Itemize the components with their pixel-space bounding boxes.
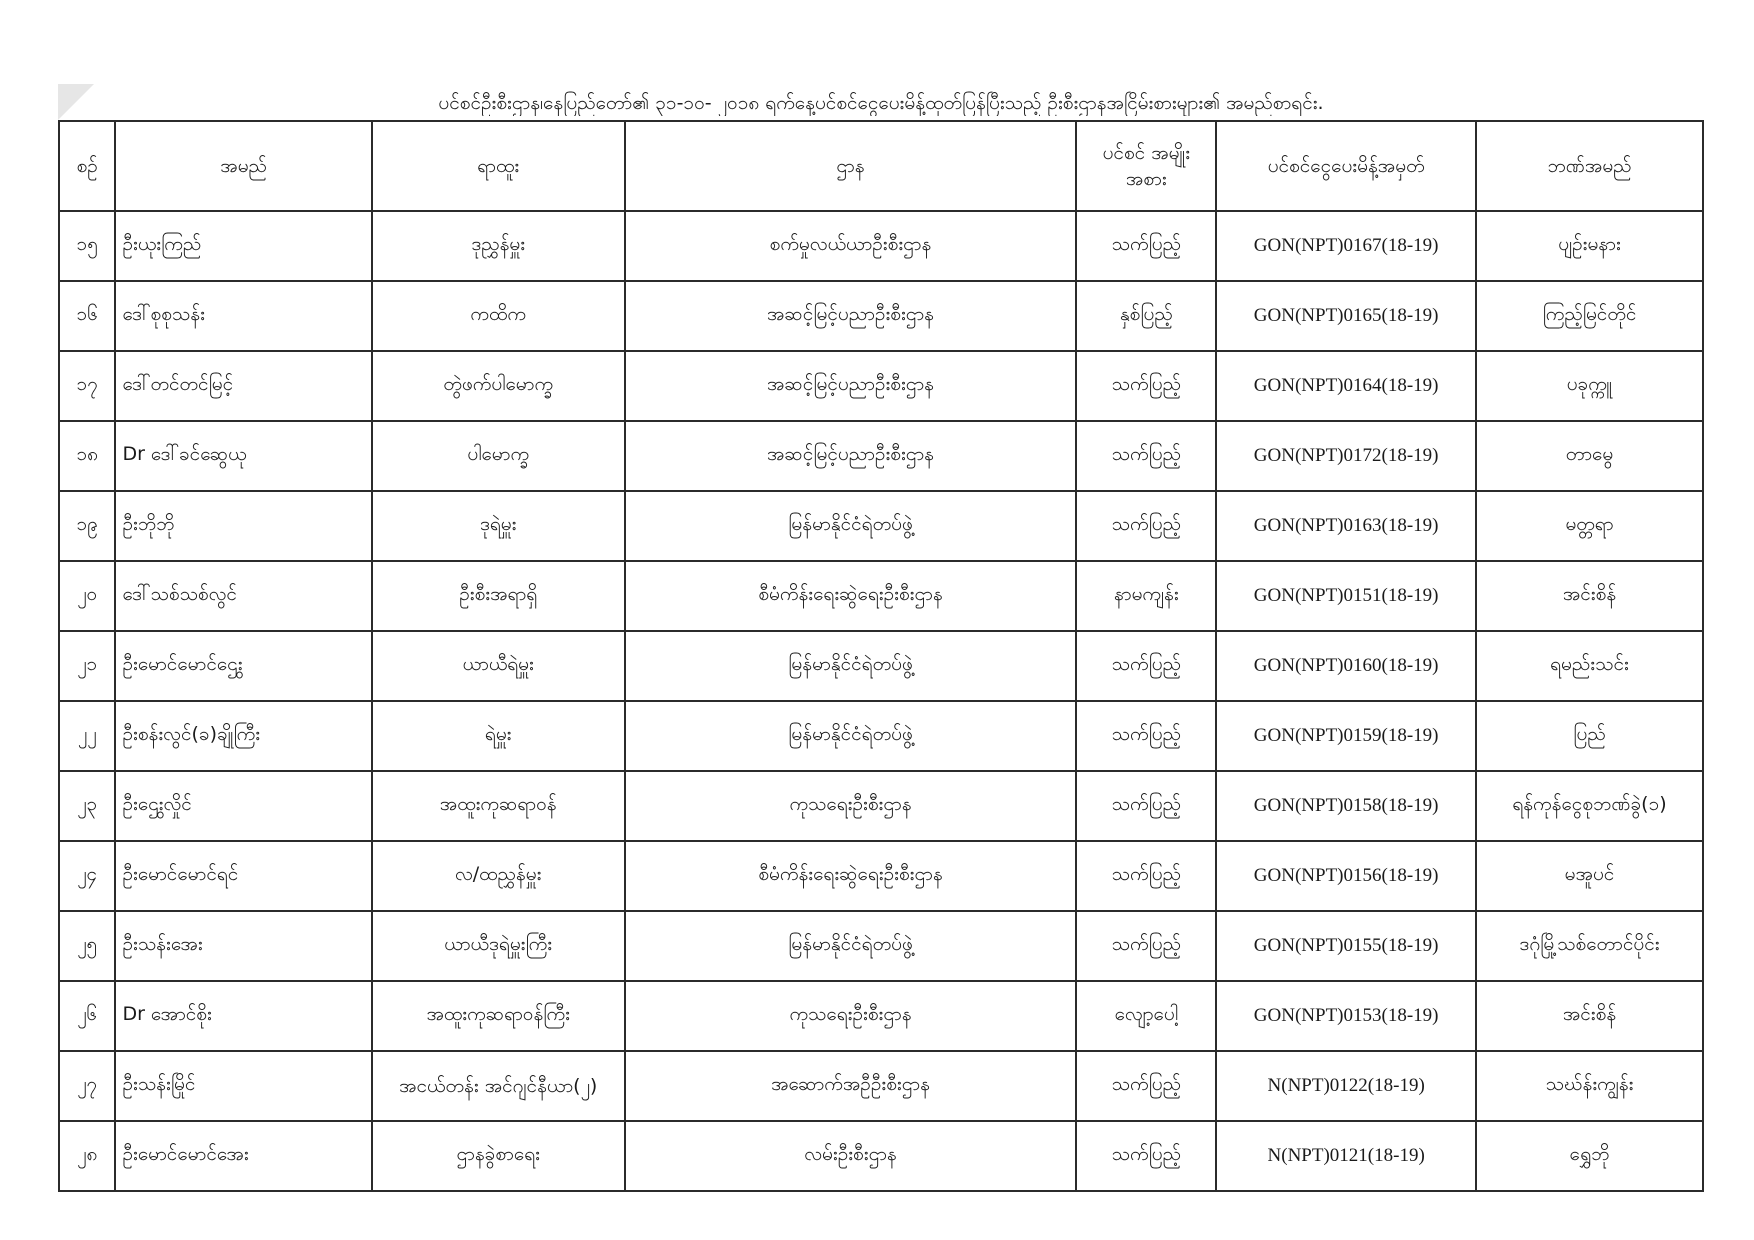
cell-title: ရဲမှူး [372, 701, 625, 771]
document-title: ပင်စင်ဦးစီးဌာန၊နေပြည်တော်၏ ၃၁-၁၀- ၂၀၁၈ ရက်နေ့ပင်စင်ငွေပေးမိန့်ထုတ်ပြန်ပြီးသည့် ဦးစီးဌာနအငြိမ်းစားများ၏ အမည်စာရင်း. [438, 92, 1324, 114]
cell-department: မြန်မာနိုင်ငံရဲတပ်ဖွဲ့ [625, 701, 1077, 771]
cell-pension-type: သက်ပြည့် [1076, 351, 1216, 421]
cell-name: ဦးဌွေးလှိုင် [115, 771, 371, 841]
table-body [59, 211, 1703, 1191]
table-row [59, 911, 1703, 981]
header-bank: ဘဏ်အမည် [1476, 121, 1703, 211]
table-row [59, 631, 1703, 701]
cell-order-no: GON(NPT)0156(18-19) [1216, 841, 1476, 911]
cell-bank: ပျဉ်းမနား [1476, 211, 1703, 281]
cell-bank: ကြည့်မြင်တိုင် [1476, 281, 1703, 351]
cell-department: မြန်မာနိုင်ငံရဲတပ်ဖွဲ့ [625, 491, 1077, 561]
cell-order-no: N(NPT)0121(18-19) [1216, 1121, 1476, 1191]
cell-name: ဦးမောင်မောင်အေး [115, 1121, 371, 1191]
table-row [59, 1121, 1703, 1191]
cell-title: ပါမောက္ခ [372, 421, 625, 491]
cell-bank: ရွှေဘို [1476, 1121, 1703, 1191]
cell-pension-type: သက်ပြည့် [1076, 701, 1216, 771]
cell-department: ကုသရေးဦးစီးဌာန [625, 981, 1077, 1051]
cell-title: ဦးစီးအရာရှိ [372, 561, 625, 631]
table-row [59, 421, 1703, 491]
cell-department: မြန်မာနိုင်ငံရဲတပ်ဖွဲ့ [625, 911, 1077, 981]
cell-name: Dr ဒေါ်ခင်ဆွေယု [115, 421, 371, 491]
cell-pension-type: သက်ပြည့် [1076, 1051, 1216, 1121]
cell-pension-type: လျော့ပေါ့ [1076, 981, 1216, 1051]
cell-department: လမ်းဦးစီးဌာန [625, 1121, 1077, 1191]
cell-name: ဒေါ်သစ်သစ်လွင် [115, 561, 371, 631]
cell-title: အငယ်တန်း အင်ဂျင်နီယာ(၂) [372, 1051, 625, 1121]
cell-pension-type: သက်ပြည့် [1076, 1121, 1216, 1191]
cell-seq: ၂၁ [59, 631, 115, 701]
cell-order-no: GON(NPT)0155(18-19) [1216, 911, 1476, 981]
table-row [59, 701, 1703, 771]
cell-seq: ၁၅ [59, 211, 115, 281]
cell-department: စီမံကိန်းရေးဆွဲရေးဦးစီးဌာန [625, 561, 1077, 631]
cell-bank: ပြည် [1476, 701, 1703, 771]
cell-bank: သဃ်န်းကျွန်း [1476, 1051, 1703, 1121]
header-title: ရာထူး [372, 121, 625, 211]
cell-title: လ/ထညွှန်မှူး [372, 841, 625, 911]
cell-department: ကုသရေးဦးစီးဌာန [625, 771, 1077, 841]
cell-seq: ၂၇ [59, 1051, 115, 1121]
cell-seq: ၂၂ [59, 701, 115, 771]
cell-department: အဆင့်မြင့်ပညာဦးစီးဌာန [625, 421, 1077, 491]
table-row [59, 561, 1703, 631]
cell-pension-type: သက်ပြည့် [1076, 631, 1216, 701]
cell-seq: ၂၈ [59, 1121, 115, 1191]
cell-title: ယာယီဒုရဲမှူးကြီး [372, 911, 625, 981]
cell-order-no: GON(NPT)0159(18-19) [1216, 701, 1476, 771]
cell-order-no: N(NPT)0122(18-19) [1216, 1051, 1476, 1121]
table-row [59, 281, 1703, 351]
cell-bank: ရမည်းသင်း [1476, 631, 1703, 701]
header-pension-type [1076, 121, 1216, 211]
cell-name: ဦးစန်းလွင်(ခ)ချိုကြီး [115, 701, 371, 771]
header-seq: စဉ် [59, 121, 115, 211]
cell-name: ဦးသန်းမြိုင် [115, 1051, 371, 1121]
cell-order-no: GON(NPT)0172(18-19) [1216, 421, 1476, 491]
cell-pension-type: သက်ပြည့် [1076, 911, 1216, 981]
cell-department: စီမံကိန်းရေးဆွဲရေးဦးစီးဌာန [625, 841, 1077, 911]
table-row [59, 1051, 1703, 1121]
cell-name: ဦးသန်းအေး [115, 911, 371, 981]
cell-order-no: GON(NPT)0164(18-19) [1216, 351, 1476, 421]
header-name: အမည် [115, 121, 371, 211]
cell-title: ဒုရဲမှူး [372, 491, 625, 561]
cell-bank: မအူပင် [1476, 841, 1703, 911]
header-pension-type-label: ပင်စင် အမျိုးအစား [1102, 142, 1191, 190]
cell-title: ဒုညွှန်မှူး [372, 211, 625, 281]
cell-title: ယာယီရဲမှူး [372, 631, 625, 701]
cell-order-no: GON(NPT)0165(18-19) [1216, 281, 1476, 351]
cell-seq: ၁၉ [59, 491, 115, 561]
cell-title: တွဲဖက်ပါမောက္ခ [372, 351, 625, 421]
table-row [59, 211, 1703, 281]
table-header [59, 121, 1703, 211]
cell-bank: ပခုက္ကူ [1476, 351, 1703, 421]
cell-seq: ၂၅ [59, 911, 115, 981]
cell-order-no: GON(NPT)0153(18-19) [1216, 981, 1476, 1051]
cell-bank: ရန်ကုန်ငွေစုဘဏ်ခွဲ(၁) [1476, 771, 1703, 841]
cell-name: ဦးမောင်မောင်ရင် [115, 841, 371, 911]
cell-name: ဦးမောင်မောင်ဌွေး [115, 631, 371, 701]
cell-department: အဆောက်အဦဦးစီးဌာန [625, 1051, 1077, 1121]
header-department: ဌာန [625, 121, 1077, 211]
cell-bank: အင်းစိန် [1476, 981, 1703, 1051]
cell-pension-type: သက်ပြည့် [1076, 771, 1216, 841]
cell-bank: အင်းစိန် [1476, 561, 1703, 631]
table-row [59, 351, 1703, 421]
cell-department: မြန်မာနိုင်ငံရဲတပ်ဖွဲ့ [625, 631, 1077, 701]
cell-order-no: GON(NPT)0151(18-19) [1216, 561, 1476, 631]
cell-bank: ဒဂုံမြို့သစ်တောင်ပိုင်း [1476, 911, 1703, 981]
cell-pension-type: နာမကျန်း [1076, 561, 1216, 631]
cell-pension-type: သက်ပြည့် [1076, 211, 1216, 281]
cell-department: အဆင့်မြင့်ပညာဦးစီးဌာန [625, 351, 1077, 421]
cell-title: အထူးကုဆရာဝန် [372, 771, 625, 841]
cell-seq: ၁၈ [59, 421, 115, 491]
cell-order-no: GON(NPT)0167(18-19) [1216, 211, 1476, 281]
cell-seq: ၂၄ [59, 841, 115, 911]
header-row [59, 121, 1703, 211]
cell-name: ဒေါ်စုစုသန်း [115, 281, 371, 351]
table-row [59, 981, 1703, 1051]
cell-seq: ၁၆ [59, 281, 115, 351]
cell-name: ဦးဘိုဘို [115, 491, 371, 561]
cell-seq: ၂၃ [59, 771, 115, 841]
cell-title: အထူးကုဆရာဝန်ကြီး [372, 981, 625, 1051]
cell-department: အဆင့်မြင့်ပညာဦးစီးဌာန [625, 281, 1077, 351]
cell-pension-type: နှစ်ပြည့် [1076, 281, 1216, 351]
cell-title: ဌာနခွဲစာရေး [372, 1121, 625, 1191]
cell-pension-type: သက်ပြည့် [1076, 491, 1216, 561]
table-row [59, 491, 1703, 561]
cell-seq: ၁၇ [59, 351, 115, 421]
cell-bank: တာမွေ [1476, 421, 1703, 491]
cell-pension-type: သက်ပြည့် [1076, 421, 1216, 491]
cell-order-no: GON(NPT)0160(18-19) [1216, 631, 1476, 701]
cell-seq: ၂၆ [59, 981, 115, 1051]
header-order-no: ပင်စင်ငွေပေးမိန့်အမှတ် [1216, 121, 1476, 211]
cell-pension-type: သက်ပြည့် [1076, 841, 1216, 911]
cell-order-no: GON(NPT)0158(18-19) [1216, 771, 1476, 841]
cell-bank: မတ္တရာ [1476, 491, 1703, 561]
table-row [59, 841, 1703, 911]
cell-name: ဦးယုးကြည် [115, 211, 371, 281]
cell-seq: ၂၀ [59, 561, 115, 631]
cell-department: စက်မှုလယ်ယာဦးစီးဌာန [625, 211, 1077, 281]
cell-name: Dr အောင်စိုး [115, 981, 371, 1051]
cell-title: ကထိက [372, 281, 625, 351]
table-row [59, 771, 1703, 841]
cell-name: ဒေါ်တင်တင်မြင့် [115, 351, 371, 421]
pension-table [58, 120, 1704, 1192]
cell-order-no: GON(NPT)0163(18-19) [1216, 491, 1476, 561]
